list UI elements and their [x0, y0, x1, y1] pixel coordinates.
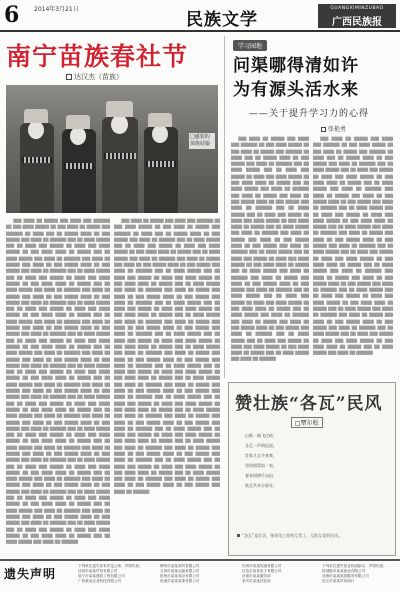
photo-silver-headdress — [106, 101, 133, 117]
poem-title: 赞壮族“各瓦”民风 — [235, 394, 383, 414]
section-title: 民族文学 — [186, 10, 258, 30]
photo-figure-head — [152, 125, 168, 143]
notices-col-2 — [160, 564, 236, 584]
byline-marker-icon — [66, 74, 72, 80]
poem-lines — [245, 431, 365, 491]
poem-line: 春来同耕千亩田， — [245, 473, 277, 478]
byline-marker-icon — [321, 127, 326, 132]
notices-col-1 — [78, 564, 154, 584]
poem-line: 壮家儿女多豪爽， — [245, 453, 277, 458]
study-article-subtitle: ——关于提升学习力的心得 — [249, 109, 370, 119]
issue-date: 2014年3月21日 — [34, 6, 79, 13]
page-header — [0, 0, 400, 32]
photo-embroidery — [64, 163, 94, 169]
masthead-brand — [318, 4, 396, 28]
article-body-col-2: ▒▒▒ ▒▒▒▒ ▒▒ ▒▒▒▒▒ ▒▒▒ ▒▒▒▒ ▒▒▒ ▒▒▒▒▒▒ ▒▒ ▒▒▒ ▒▒▒▒ ▒▒▒▒▒ ▒▒ ▒▒▒ ▒▒▒▒ ▒▒ ▒▒▒▒▒ ▒▒▒ ▒▒▒▒▒▒ ▒▒ ▒▒▒▒ ▒▒▒ ▒▒ ▒▒▒▒▒ ▒▒▒▒ ▒▒ ▒▒▒ ▒▒▒▒▒ ▒▒▒ ▒▒▒▒ ▒▒ ▒▒▒▒▒▒ ▒▒▒ ▒▒ ▒▒▒▒ ▒▒▒▒▒ ▒▒▒ ▒▒ ▒▒▒▒ ▒▒▒ ▒▒▒▒▒ ▒▒ ▒▒▒▒ ▒▒▒ ▒▒▒▒ ▒▒▒▒▒ ▒▒ ▒▒▒ ▒▒▒▒ ▒▒▒▒ ▒▒ ▒▒▒▒▒ ▒▒▒ ▒▒ ▒▒▒▒ ▒▒▒▒▒ ▒▒▒ ▒▒▒▒ ▒▒ ▒▒▒▒▒▒ ▒▒▒ ▒▒▒▒ ▒▒ ▒▒▒▒▒ ▒▒▒ ▒▒▒▒ ▒▒ ▒▒▒ ▒▒▒▒▒ ▒▒▒▒ ▒▒ ▒▒▒ ▒▒▒▒▒ ▒▒▒ ▒▒▒▒ ▒▒ ▒▒▒▒▒▒ ▒▒▒ ▒▒ ▒▒▒▒ ▒▒▒▒▒ ▒▒▒ ▒▒ ▒▒▒▒ ▒▒▒ ▒▒▒▒▒ ▒▒ ▒▒▒▒ ▒▒▒ ▒▒▒▒ ▒▒▒▒▒ ▒▒ ▒▒▒ ▒▒▒▒ ▒▒▒▒ ▒▒ ▒▒▒▒▒ ▒▒▒ ▒▒ ▒▒▒▒ ▒▒▒▒▒ ▒▒▒ ▒▒▒▒ ▒▒ ▒▒▒▒▒▒ ▒▒▒ ▒▒▒▒ ▒▒ ▒▒▒▒▒ ▒▒▒ ▒▒▒▒ ▒▒ ▒▒▒ ▒▒▒▒▒ ▒▒▒▒ ▒▒ ▒▒▒ ▒▒▒▒▒ ▒▒▒ ▒▒▒▒ ▒▒ ▒▒▒▒▒▒ ▒▒▒ ▒▒ ▒▒▒▒ ▒▒▒▒▒ ▒▒▒ ▒▒ ▒▒▒▒ ▒▒▒ ▒▒▒▒▒ ▒▒ ▒▒▒▒ ▒▒▒ ▒▒▒▒ ▒▒▒▒▒ ▒▒ ▒▒▒ ▒▒▒▒ ▒▒▒▒ ▒▒ ▒▒▒▒▒ ▒▒▒ ▒▒ ▒▒▒▒ ▒▒▒▒▒ ▒▒▒ ▒▒▒▒ ▒▒ ▒▒▒▒▒▒ ▒▒▒ ▒▒▒▒ ▒▒ ▒▒▒▒▒ ▒▒▒ ▒▒▒▒ ▒▒ ▒▒▒ ▒▒▒▒▒ ▒▒▒▒ ▒▒ ▒▒▒ ▒▒▒▒▒ ▒▒▒ ▒▒▒▒ ▒▒ ▒▒▒▒▒▒ ▒▒▒ ▒▒ ▒▒▒▒ ▒▒▒▒▒ ▒▒▒ ▒▒ ▒▒▒▒ ▒▒▒ ▒▒▒▒▒ ▒▒ ▒▒▒▒ ▒▒▒ ▒▒▒▒ ▒▒▒▒▒ ▒▒ ▒▒▒ ▒▒▒▒ ▒▒▒▒ ▒▒ ▒▒▒▒▒ ▒▒▒ ▒▒ ▒▒▒▒ ▒▒▒▒▒ ▒▒▒ ▒▒▒▒ ▒▒ ▒▒▒▒▒▒ ▒▒▒ ▒▒▒▒ ▒▒ ▒▒▒▒▒ ▒▒▒ ▒▒▒▒ ▒▒ ▒▒▒ ▒▒▒▒▒ ▒▒▒▒ ▒▒ ▒▒▒ ▒▒▒▒▒ ▒▒▒ ▒▒▒▒ ▒▒ ▒▒▒▒▒▒ ▒▒▒ ▒▒ ▒▒▒▒ ▒▒▒▒▒ ▒▒▒ ▒▒ ▒▒▒▒ ▒▒▒ ▒▒▒▒▒ ▒▒ ▒▒▒▒ ▒▒▒ ▒▒▒▒ ▒▒▒▒▒ ▒▒ ▒▒▒ ▒▒▒▒ ▒▒▒▒ ▒▒ ▒▒▒▒▒ ▒▒▒ ▒▒ ▒▒▒▒ ▒▒▒▒▒ ▒▒▒ ▒▒▒▒ ▒▒ ▒▒▒▒▒▒ ▒▒▒ ▒▒▒▒ ▒▒ ▒▒▒▒▒ ▒▒▒ ▒▒▒▒ ▒▒ ▒▒▒ ▒▒▒▒▒ ▒▒▒▒ ▒▒ ▒▒▒ ▒▒▒▒▒ ▒▒▒ ▒▒▒▒ ▒▒ ▒▒▒▒▒▒ ▒▒▒ ▒▒ ▒▒▒▒ ▒▒▒▒▒ ▒▒▒ ▒▒ ▒▒▒▒ ▒▒▒ ▒▒▒▒▒ ▒▒ ▒▒▒▒ ▒▒▒ ▒▒▒▒ ▒▒▒▒▒ ▒▒ ▒▒▒ ▒▒▒▒ ▒▒▒▒ ▒▒ ▒▒▒▒▒ ▒▒▒ ▒▒ ▒▒▒▒ ▒▒▒▒▒ ▒▒▒ ▒▒▒▒ ▒▒ ▒▒▒▒▒▒ ▒▒▒ ▒▒▒▒ ▒▒ ▒▒▒▒▒ ▒▒▒ ▒▒▒▒ ▒▒ ▒▒▒ ▒▒▒▒▒ ▒▒▒▒ ▒▒ ▒▒▒ ▒▒▒▒▒ ▒▒▒ ▒▒▒▒ ▒▒ ▒▒▒▒▒▒ ▒▒▒ ▒▒ ▒▒▒▒ ▒▒▒▒▒ ▒▒▒ ▒▒ ▒▒▒▒ ▒▒▒ ▒▒▒▒▒ ▒▒ ▒▒▒▒ ▒▒▒ ▒▒▒▒ ▒▒▒▒▒ ▒▒ ▒▒▒ ▒▒▒▒ ▒▒▒▒ ▒▒ ▒▒▒▒▒ ▒▒▒ ▒▒ ▒▒▒▒ ▒▒▒▒▒ ▒▒▒ ▒▒▒▒ ▒▒ ▒▒▒▒▒▒ ▒▒▒ ▒▒▒▒ ▒▒ ▒▒▒▒▒ ▒▒▒ ▒▒▒▒ ▒▒ ▒▒▒ ▒▒▒▒▒ ▒▒▒▒ ▒▒ ▒▒▒ ▒▒▒▒▒ ▒▒▒ ▒▒▒▒ ▒▒ ▒▒▒▒▒▒ ▒▒▒ ▒▒ ▒▒▒▒ ▒▒▒▒▒ ▒▒▒ ▒▒ ▒▒▒▒ ▒▒▒ ▒▒▒▒▒ ▒▒ ▒▒▒▒ ▒▒▒ ▒▒▒▒ ▒▒▒▒▒ ▒▒ ▒▒▒ ▒▒▒▒ ▒▒▒▒ ▒▒ ▒▒▒▒▒ ▒▒▒ ▒▒ ▒▒▒▒ ▒▒▒▒▒ ▒▒▒ ▒▒▒▒ ▒▒ ▒▒▒▒▒▒ ▒▒▒ ▒▒▒▒ ▒▒ ▒▒▒▒▒ ▒▒▒ ▒▒▒▒ ▒▒ ▒▒▒ ▒▒▒▒▒ ▒▒▒▒ ▒▒ ▒▒▒ ▒▒▒▒▒ ▒▒▒ ▒▒▒▒ ▒▒ ▒▒▒▒▒▒ — [114, 219, 220, 494]
poem-note-text: “各瓦”是壮语，指邻里之间相互帮工、互助互爱的民风。 — [242, 533, 343, 538]
photo-silver-headdress — [24, 109, 48, 123]
notice-item: 贵港市某某装饰有限公司 — [160, 579, 200, 583]
photo-figure-head — [70, 127, 86, 145]
notices-title: 遗失声明 — [4, 567, 57, 581]
notice-item: 桂林市某某贸易有限公司 — [78, 569, 118, 573]
photo-caption: □盛装的苗族姑娘 — [189, 133, 215, 149]
notice-item: 梧州市某某食品有限公司 — [160, 574, 200, 578]
title-line-1: 问渠哪得清如许 — [233, 56, 359, 76]
brand-english: GUANGXIMINZUBAO — [330, 6, 384, 11]
poem-author: □覃尔松 — [291, 417, 323, 428]
poem-line: 山歌一曲飞过岭， — [245, 433, 277, 438]
photo-embroidery — [22, 157, 52, 163]
notice-item: 崇左市某某贸易商行 — [322, 579, 355, 583]
notice-item: 玉林市某某运输有限公司 — [160, 569, 200, 573]
study-body-col-1: ▒▒▒ ▒▒▒▒ ▒▒ ▒▒▒▒▒ ▒▒▒ ▒▒▒▒ ▒▒▒ ▒▒▒▒▒▒ ▒▒ ▒▒▒ ▒▒▒▒ ▒▒▒▒▒ ▒▒ ▒▒▒ ▒▒▒▒ ▒▒ ▒▒▒▒▒ ▒▒▒ ▒▒▒▒▒▒ ▒▒ ▒▒▒▒ ▒▒▒ ▒▒ ▒▒▒▒▒ ▒▒▒▒ ▒▒ ▒▒▒ ▒▒▒▒▒ ▒▒▒ ▒▒▒▒ ▒▒ ▒▒▒▒▒▒ ▒▒▒ ▒▒ ▒▒▒▒ ▒▒▒▒▒ ▒▒▒ ▒▒ ▒▒▒▒ ▒▒▒ ▒▒▒▒▒ ▒▒ ▒▒▒▒ ▒▒▒ ▒▒▒▒ ▒▒▒▒▒ ▒▒ ▒▒▒ ▒▒▒▒ ▒▒▒▒ ▒▒ ▒▒▒▒▒ ▒▒▒ ▒▒ ▒▒▒▒ ▒▒▒▒▒ ▒▒▒ ▒▒▒▒ ▒▒ ▒▒▒▒▒▒ ▒▒▒ ▒▒▒▒ ▒▒ ▒▒▒▒▒ ▒▒▒ ▒▒▒▒ ▒▒ ▒▒▒ ▒▒▒▒▒ ▒▒▒▒ ▒▒ ▒▒▒ ▒▒▒▒▒ ▒▒▒ ▒▒▒▒ ▒▒ ▒▒▒▒▒▒ ▒▒▒ ▒▒ ▒▒▒▒ ▒▒▒▒▒ ▒▒▒ ▒▒ ▒▒▒▒ ▒▒▒ ▒▒▒▒▒ ▒▒ ▒▒▒▒ ▒▒▒ ▒▒▒▒ ▒▒▒▒▒ ▒▒ ▒▒▒ ▒▒▒▒ ▒▒▒▒ ▒▒ ▒▒▒▒▒ ▒▒▒ ▒▒ ▒▒▒▒ ▒▒▒▒▒ ▒▒▒ ▒▒▒▒ ▒▒ ▒▒▒▒▒▒ ▒▒▒ ▒▒▒▒ ▒▒ ▒▒▒▒▒ ▒▒▒ ▒▒▒▒ ▒▒ ▒▒▒ ▒▒▒▒▒ ▒▒▒▒ ▒▒ ▒▒▒ ▒▒▒▒▒ ▒▒▒ ▒▒▒▒ ▒▒ ▒▒▒▒▒▒ ▒▒▒ ▒▒ ▒▒▒▒ ▒▒▒▒▒ ▒▒▒ ▒▒ ▒▒▒▒ ▒▒▒ ▒▒▒▒▒ ▒▒ ▒▒▒▒ ▒▒▒ ▒▒▒▒ ▒▒▒▒▒ ▒▒ ▒▒▒ ▒▒▒▒ ▒▒▒▒ ▒▒ ▒▒▒▒▒ ▒▒▒ ▒▒ ▒▒▒▒ ▒▒▒▒▒ ▒▒▒ ▒▒▒▒ ▒▒ ▒▒▒▒▒▒ ▒▒▒ ▒▒▒▒ ▒▒ ▒▒▒▒▒ ▒▒▒ ▒▒▒▒ ▒▒ ▒▒▒ ▒▒▒▒▒ ▒▒▒▒ ▒▒ ▒▒▒ ▒▒▒▒▒ ▒▒▒ ▒▒▒▒ ▒▒ ▒▒▒▒▒▒ ▒▒▒ ▒▒ ▒▒▒▒ ▒▒▒▒▒ ▒▒▒ ▒▒ ▒▒▒▒ ▒▒▒ ▒▒▒▒▒ ▒▒ ▒▒▒▒ ▒▒▒ ▒▒▒▒ ▒▒▒▒▒ ▒▒ ▒▒▒ ▒▒▒▒ ▒▒▒▒ ▒▒ ▒▒▒▒▒ ▒▒▒ ▒▒ ▒▒▒▒ ▒▒▒▒▒ ▒▒▒ ▒▒▒▒ ▒▒ ▒▒▒▒▒▒ ▒▒▒ ▒▒▒▒ ▒▒ ▒▒▒▒▒ ▒▒▒ ▒▒▒▒ ▒▒ ▒▒▒ ▒▒▒▒▒ ▒▒▒▒ ▒▒ ▒▒▒ ▒▒▒▒▒ ▒▒▒ ▒▒▒▒ ▒▒ ▒▒▒▒▒▒ ▒▒▒ ▒▒ ▒▒▒▒ ▒▒▒▒▒ ▒▒▒ ▒▒ ▒▒▒▒ ▒▒▒ ▒▒▒▒▒ ▒▒ ▒▒▒▒ ▒▒▒ ▒▒▒▒ ▒▒▒▒▒ ▒▒ ▒▒▒ ▒▒▒▒ ▒▒▒▒ ▒▒ ▒▒▒▒▒ ▒▒▒ ▒▒ ▒▒▒▒ ▒▒▒▒▒ ▒▒▒ ▒▒▒▒ ▒▒ ▒▒▒▒▒▒ — [231, 137, 309, 362]
title-line-2: 为有源头活水来 — [233, 80, 359, 100]
photo-silver-headdress — [148, 113, 172, 127]
photo-embroidery — [146, 161, 176, 167]
study-article-byline — [321, 124, 346, 133]
note-marker-icon — [237, 534, 240, 537]
notice-item: 广西某某农业科技有限公司 — [78, 579, 122, 583]
column-badge: 学习园地 — [233, 40, 267, 51]
brand-chinese: 广西民族报 — [332, 17, 382, 28]
notice-item: 河池市某某服务部 — [242, 574, 271, 578]
author-name: 张艳勇 — [328, 126, 347, 133]
article-headline: 南宁苗族春社节 — [6, 42, 189, 71]
photo-embroidery — [104, 153, 136, 159]
study-body-col-2: ▒▒▒ ▒▒▒▒ ▒▒ ▒▒▒▒▒ ▒▒▒ ▒▒▒▒ ▒▒▒ ▒▒▒▒▒▒ ▒▒ ▒▒▒ ▒▒▒▒ ▒▒▒▒▒ ▒▒ ▒▒▒ ▒▒▒▒ ▒▒ ▒▒▒▒▒ ▒▒▒ ▒▒▒▒▒▒ ▒▒ ▒▒▒▒ ▒▒▒ ▒▒ ▒▒▒▒▒ ▒▒▒▒ ▒▒ ▒▒▒ ▒▒▒▒▒ ▒▒▒ ▒▒▒▒ ▒▒ ▒▒▒▒▒▒ ▒▒▒ ▒▒ ▒▒▒▒ ▒▒▒▒▒ ▒▒▒ ▒▒ ▒▒▒▒ ▒▒▒ ▒▒▒▒▒ ▒▒ ▒▒▒▒ ▒▒▒ ▒▒▒▒ ▒▒▒▒▒ ▒▒ ▒▒▒ ▒▒▒▒ ▒▒▒▒ ▒▒ ▒▒▒▒▒ ▒▒▒ ▒▒ ▒▒▒▒ ▒▒▒▒▒ ▒▒▒ ▒▒▒▒ ▒▒ ▒▒▒▒▒▒ ▒▒▒ ▒▒▒▒ ▒▒ ▒▒▒▒▒ ▒▒▒ ▒▒▒▒ ▒▒ ▒▒▒ ▒▒▒▒▒ ▒▒▒▒ ▒▒ ▒▒▒ ▒▒▒▒▒ ▒▒▒ ▒▒▒▒ ▒▒ ▒▒▒▒▒▒ ▒▒▒ ▒▒ ▒▒▒▒ ▒▒▒▒▒ ▒▒▒ ▒▒ ▒▒▒▒ ▒▒▒ ▒▒▒▒▒ ▒▒ ▒▒▒▒ ▒▒▒ ▒▒▒▒ ▒▒▒▒▒ ▒▒ ▒▒▒ ▒▒▒▒ ▒▒▒▒ ▒▒ ▒▒▒▒▒ ▒▒▒ ▒▒ ▒▒▒▒ ▒▒▒▒▒ ▒▒▒ ▒▒▒▒ ▒▒ ▒▒▒▒▒▒ ▒▒▒ ▒▒▒▒ ▒▒ ▒▒▒▒▒ ▒▒▒ ▒▒▒▒ ▒▒ ▒▒▒ ▒▒▒▒▒ ▒▒▒▒ ▒▒ ▒▒▒ ▒▒▒▒▒ ▒▒▒ ▒▒▒▒ ▒▒ ▒▒▒▒▒▒ ▒▒▒ ▒▒ ▒▒▒▒ ▒▒▒▒▒ ▒▒▒ ▒▒ ▒▒▒▒ ▒▒▒ ▒▒▒▒▒ ▒▒ ▒▒▒▒ ▒▒▒ ▒▒▒▒ ▒▒▒▒▒ ▒▒ ▒▒▒ ▒▒▒▒ ▒▒▒▒ ▒▒ ▒▒▒▒▒ ▒▒▒ ▒▒ ▒▒▒▒ ▒▒▒▒▒ ▒▒▒ ▒▒▒▒ ▒▒ ▒▒▒▒▒▒ ▒▒▒ ▒▒▒▒ ▒▒ ▒▒▒▒▒ ▒▒▒ ▒▒▒▒ ▒▒ ▒▒▒ ▒▒▒▒▒ ▒▒▒▒ ▒▒ ▒▒▒ ▒▒▒▒▒ ▒▒▒ ▒▒▒▒ ▒▒ ▒▒▒▒▒▒ ▒▒▒ ▒▒ ▒▒▒▒ ▒▒▒▒▒ ▒▒▒ ▒▒ ▒▒▒▒ ▒▒▒ ▒▒▒▒▒ ▒▒ ▒▒▒▒ ▒▒▒ ▒▒▒▒ ▒▒▒▒▒ ▒▒ ▒▒▒ ▒▒▒▒ ▒▒▒▒ ▒▒ ▒▒▒▒▒ ▒▒▒ ▒▒ ▒▒▒▒ ▒▒▒▒▒ ▒▒▒ ▒▒▒▒ ▒▒ ▒▒▒▒▒▒ ▒▒▒ ▒▒▒▒ ▒▒ ▒▒▒▒▒ ▒▒▒ ▒▒▒▒ ▒▒ ▒▒▒ ▒▒▒▒▒ ▒▒▒▒ ▒▒ ▒▒▒ ▒▒▒▒▒ ▒▒▒ ▒▒▒▒ ▒▒ ▒▒▒▒▒▒ ▒▒▒ ▒▒ ▒▒▒▒ ▒▒▒▒▒ ▒▒▒ ▒▒ ▒▒▒▒ ▒▒▒ ▒▒▒▒▒ ▒▒ ▒▒▒▒ ▒▒▒ ▒▒▒▒ ▒▒▒▒▒ ▒▒ ▒▒▒ ▒▒▒▒ ▒▒▒▒ ▒▒ ▒▒▒▒▒ ▒▒▒ ▒▒ ▒▒▒▒ ▒▒▒▒▒ ▒▒▒ ▒▒▒▒ ▒▒ ▒▒▒▒▒▒ — [313, 137, 393, 356]
notices-col-4 — [322, 564, 398, 584]
article-body-col-1: ▒▒▒ ▒▒▒▒ ▒▒ ▒▒▒▒▒ ▒▒▒ ▒▒▒▒ ▒▒▒ ▒▒▒▒▒▒ ▒▒ ▒▒▒ ▒▒▒▒ ▒▒▒▒▒ ▒▒ ▒▒▒ ▒▒▒▒ ▒▒ ▒▒▒▒▒ ▒▒▒ ▒▒▒▒▒▒ ▒▒ ▒▒▒▒ ▒▒▒ ▒▒ ▒▒▒▒▒ ▒▒▒▒ ▒▒ ▒▒▒ ▒▒▒▒▒ ▒▒▒ ▒▒▒▒ ▒▒ ▒▒▒▒▒▒ ▒▒▒ ▒▒ ▒▒▒▒ ▒▒▒▒▒ ▒▒▒ ▒▒ ▒▒▒▒ ▒▒▒ ▒▒▒▒▒ ▒▒ ▒▒▒▒ ▒▒▒ ▒▒▒▒ ▒▒▒▒▒ ▒▒ ▒▒▒ ▒▒▒▒ ▒▒▒▒ ▒▒ ▒▒▒▒▒ ▒▒▒ ▒▒ ▒▒▒▒ ▒▒▒▒▒ ▒▒▒ ▒▒▒▒ ▒▒ ▒▒▒▒▒▒ ▒▒▒ ▒▒▒▒ ▒▒ ▒▒▒▒▒ ▒▒▒ ▒▒▒▒ ▒▒ ▒▒▒ ▒▒▒▒▒ ▒▒▒▒ ▒▒ ▒▒▒ ▒▒▒▒▒ ▒▒▒ ▒▒▒▒ ▒▒ ▒▒▒▒▒▒ ▒▒▒ ▒▒ ▒▒▒▒ ▒▒▒▒▒ ▒▒▒ ▒▒ ▒▒▒▒ ▒▒▒ ▒▒▒▒▒ ▒▒ ▒▒▒▒ ▒▒▒ ▒▒▒▒ ▒▒▒▒▒ ▒▒ ▒▒▒ ▒▒▒▒ ▒▒▒▒ ▒▒ ▒▒▒▒▒ ▒▒▒ ▒▒ ▒▒▒▒ ▒▒▒▒▒ ▒▒▒ ▒▒▒▒ ▒▒ ▒▒▒▒▒▒ ▒▒▒ ▒▒▒▒ ▒▒ ▒▒▒▒▒ ▒▒▒ ▒▒▒▒ ▒▒ ▒▒▒ ▒▒▒▒▒ ▒▒▒▒ ▒▒ ▒▒▒ ▒▒▒▒▒ ▒▒▒ ▒▒▒▒ ▒▒ ▒▒▒▒▒▒ ▒▒▒ ▒▒ ▒▒▒▒ ▒▒▒▒▒ ▒▒▒ ▒▒ ▒▒▒▒ ▒▒▒ ▒▒▒▒▒ ▒▒ ▒▒▒▒ ▒▒▒ ▒▒▒▒ ▒▒▒▒▒ ▒▒ ▒▒▒ ▒▒▒▒ ▒▒▒▒ ▒▒ ▒▒▒▒▒ ▒▒▒ ▒▒ ▒▒▒▒ ▒▒▒▒▒ ▒▒▒ ▒▒▒▒ ▒▒ ▒▒▒▒▒▒ ▒▒▒ ▒▒▒▒ ▒▒ ▒▒▒▒▒ ▒▒▒ ▒▒▒▒ ▒▒ ▒▒▒ ▒▒▒▒▒ ▒▒▒▒ ▒▒ ▒▒▒ ▒▒▒▒▒ ▒▒▒ ▒▒▒▒ ▒▒ ▒▒▒▒▒▒ ▒▒▒ ▒▒ ▒▒▒▒ ▒▒▒▒▒ ▒▒▒ ▒▒ ▒▒▒▒ ▒▒▒ ▒▒▒▒▒ ▒▒ ▒▒▒▒ ▒▒▒ ▒▒▒▒ ▒▒▒▒▒ ▒▒ ▒▒▒ ▒▒▒▒ ▒▒▒▒ ▒▒ ▒▒▒▒▒ ▒▒▒ ▒▒ ▒▒▒▒ ▒▒▒▒▒ ▒▒▒ ▒▒▒▒ ▒▒ ▒▒▒▒▒▒ ▒▒▒ ▒▒▒▒ ▒▒ ▒▒▒▒▒ ▒▒▒ ▒▒▒▒ ▒▒ ▒▒▒ ▒▒▒▒▒ ▒▒▒▒ ▒▒ ▒▒▒ ▒▒▒▒▒ ▒▒▒ ▒▒▒▒ ▒▒ ▒▒▒▒▒▒ ▒▒▒ ▒▒ ▒▒▒▒ ▒▒▒▒▒ ▒▒▒ ▒▒ ▒▒▒▒ ▒▒▒ ▒▒▒▒▒ ▒▒ ▒▒▒▒ ▒▒▒ ▒▒▒▒ ▒▒▒▒▒ ▒▒ ▒▒▒ ▒▒▒▒ ▒▒▒▒ ▒▒ ▒▒▒▒▒ ▒▒▒ ▒▒ ▒▒▒▒ ▒▒▒▒▒ ▒▒▒ ▒▒▒▒ ▒▒ ▒▒▒▒▒▒ ▒▒▒ ▒▒▒▒ ▒▒ ▒▒▒▒▒ ▒▒▒ ▒▒▒▒ ▒▒ ▒▒▒ ▒▒▒▒▒ ▒▒▒▒ ▒▒ ▒▒▒ ▒▒▒▒▒ ▒▒▒ ▒▒▒▒ ▒▒ ▒▒▒▒▒▒ ▒▒▒ ▒▒ ▒▒▒▒ ▒▒▒▒▒ ▒▒▒ ▒▒ ▒▒▒▒ ▒▒▒ ▒▒▒▒▒ ▒▒ ▒▒▒▒ ▒▒▒ ▒▒▒▒ ▒▒▒▒▒ ▒▒ ▒▒▒ ▒▒▒▒ ▒▒▒▒ ▒▒ ▒▒▒▒▒ ▒▒▒ ▒▒ ▒▒▒▒ ▒▒▒▒▒ ▒▒▒ ▒▒▒▒ ▒▒ ▒▒▒▒▒▒ ▒▒▒ ▒▒▒▒ ▒▒ ▒▒▒▒▒ ▒▒▒ ▒▒▒▒ ▒▒ ▒▒▒ ▒▒▒▒▒ ▒▒▒▒ ▒▒ ▒▒▒ ▒▒▒▒▒ ▒▒▒ ▒▒▒▒ ▒▒ ▒▒▒▒▒▒ ▒▒▒ ▒▒ ▒▒▒▒ ▒▒▒▒▒ ▒▒▒ ▒▒ ▒▒▒▒ ▒▒▒ ▒▒▒▒▒ ▒▒ ▒▒▒▒ ▒▒▒ ▒▒▒▒ ▒▒▒▒▒ ▒▒ ▒▒▒ ▒▒▒▒ ▒▒▒▒ ▒▒ ▒▒▒▒▒ ▒▒▒ ▒▒ ▒▒▒▒ ▒▒▒▒▒ ▒▒▒ ▒▒▒▒ ▒▒ ▒▒▒▒▒▒ ▒▒▒ ▒▒▒▒ ▒▒ ▒▒▒▒▒ ▒▒▒ ▒▒▒▒ ▒▒ ▒▒▒ ▒▒▒▒▒ ▒▒▒▒ ▒▒ ▒▒▒ ▒▒▒▒▒ ▒▒▒ ▒▒▒▒ ▒▒ ▒▒▒▒▒▒ ▒▒▒ ▒▒ ▒▒▒▒ ▒▒▒▒▒ ▒▒▒ ▒▒ ▒▒▒▒ ▒▒▒ ▒▒▒▒▒ ▒▒ ▒▒▒▒ ▒▒▒ ▒▒▒▒ ▒▒▒▒▒ ▒▒ ▒▒▒ ▒▒▒▒ ▒▒▒▒ ▒▒ ▒▒▒▒▒ ▒▒▒ ▒▒ ▒▒▒▒ ▒▒▒▒▒ ▒▒▒ ▒▒▒▒ ▒▒ ▒▒▒▒▒▒ ▒▒▒ ▒▒▒▒ ▒▒ ▒▒▒▒▒ ▒▒▒ ▒▒▒▒ ▒▒ ▒▒▒ ▒▒▒▒▒ ▒▒▒▒ ▒▒ ▒▒▒ ▒▒▒▒▒ ▒▒▒ ▒▒▒▒ ▒▒ ▒▒▒▒▒▒ ▒▒▒ ▒▒ ▒▒▒▒ ▒▒▒▒▒ ▒▒▒ ▒▒ ▒▒▒▒ ▒▒▒ ▒▒▒▒▒ ▒▒ ▒▒▒▒ ▒▒▒ ▒▒▒▒ ▒▒▒▒▒ ▒▒ ▒▒▒ ▒▒▒▒ ▒▒▒▒ ▒▒ ▒▒▒▒▒ ▒▒▒ ▒▒ ▒▒▒▒ ▒▒▒▒▒ ▒▒▒ ▒▒▒▒ ▒▒ ▒▒▒▒▒▒ ▒▒▒ ▒▒▒▒ ▒▒ ▒▒▒▒▒ ▒▒▒ ▒▒▒▒ ▒▒ ▒▒▒ ▒▒▒▒▒ ▒▒▒▒ ▒▒ ▒▒▒ ▒▒▒▒▒ ▒▒▒ ▒▒▒▒ ▒▒ ▒▒▒▒▒▒ ▒▒▒ ▒▒ ▒▒▒▒ ▒▒▒▒▒ ▒▒▒ ▒▒ ▒▒▒▒ ▒▒▒ ▒▒▒▒▒ ▒▒ ▒▒▒▒ ▒▒▒ ▒▒▒▒ ▒▒▒▒▒ ▒▒ ▒▒▒ ▒▒▒▒ ▒▒▒▒ ▒▒ ▒▒▒▒▒ ▒▒▒ ▒▒ ▒▒▒▒ ▒▒▒▒▒ ▒▒▒ ▒▒▒▒ ▒▒ ▒▒▒▒▒▒ — [6, 219, 110, 545]
notice-item: 防城港市某某渔业有限公司 — [322, 569, 366, 573]
poem-line: 邻里相帮似一家。 — [245, 463, 277, 468]
notice-item: 南宁市某某建筑工程有限公司 — [78, 574, 125, 578]
notice-item: 来宾市某某经营部 — [242, 579, 271, 583]
study-article-title — [233, 54, 393, 102]
poem-line: 秋至共享丰收年。 — [245, 483, 277, 488]
poem-line: 各瓦一声情谊深。 — [245, 443, 277, 448]
notice-item: 北海市某某旅游服务有限公司 — [322, 574, 369, 578]
notice-item: 柳州市某某商贸有限公司 — [160, 564, 200, 568]
photo-silver-headdress — [66, 115, 90, 129]
author-name: 达汉杰（苗族） — [74, 73, 123, 81]
notice-item: 钦州市某某物流有限公司 — [242, 564, 282, 568]
notice-item: 下列单位遗失营业执照副本，声明作废。 — [322, 564, 387, 568]
notices-col-3 — [242, 564, 318, 584]
article-byline — [66, 72, 123, 82]
notice-item: 百色市某某电子有限公司 — [242, 569, 282, 573]
photo-figure-head — [28, 121, 44, 139]
page-number: 6 — [4, 2, 20, 28]
notice-item: 下列单位遗失原有印鉴公章，声明作废。 — [78, 564, 143, 568]
study-article — [224, 36, 396, 378]
article-photo — [6, 85, 218, 213]
poem-note — [237, 533, 387, 539]
photo-figure-head — [111, 115, 128, 134]
poem-box — [228, 382, 396, 556]
lost-notices — [0, 559, 400, 592]
